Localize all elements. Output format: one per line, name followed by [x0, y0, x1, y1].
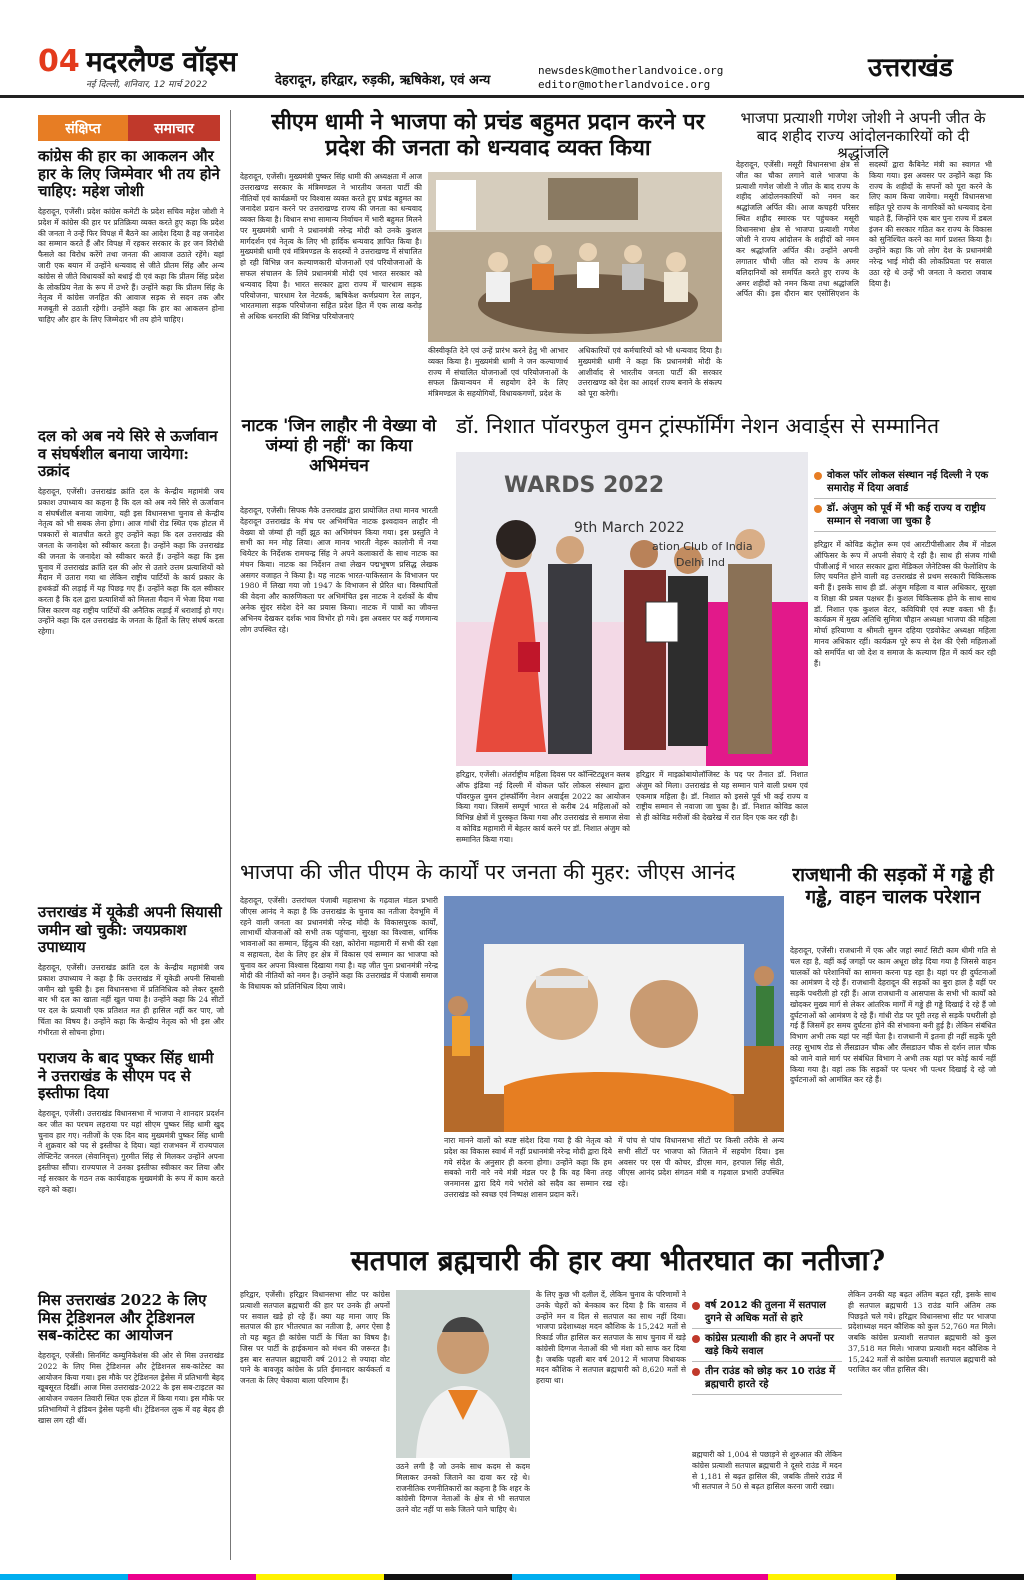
banner-date: 9th March 2022 [574, 520, 685, 536]
edition-cities: देहरादून, हरिद्वार, रुड़की, ऋषिकेश, एवं अन्य [275, 73, 491, 88]
roads-body: देहरादून, एजेंसी। राजधानी में एक और जहां स्मार्ट सिटी काम धीमी गति से चल रहा है, वहीं कई जगहों पर काम अधूरा छोड़ दिया गया है जिससे वाहन चालकों को परेशानियों का सामना करना पड़ रहा है। यहां पर ही दुर्घटनाओं का आमंत्रण दे रहे हैं। राजधानी देहरादून की सड़कों का बुरा हाल है वहीं पर सड़कें पथरीली हो रही हैं। आज राजधानी व आसपास के सभी भी कार्यों को खोदकर मुख्य मार्ग से लेकर आंतरिक मार्गों में गड्ढे ही गड्ढे दिखाई दे रहे हैं जो दुर्घटनाओं को आमंत्रण दे रहे हैं। गांधी रोड पर पूरी तरह से सड़कें पथरीली हो गई हैं जिसमें हर समय दुर्घटना होने की संभावना बनी हुई है। लेकिन संबंधित विभाग अभी तक यहां पर नहीं चेता है। राजधानी में इतना ही नहीं सड़कें पूरी तरह सुभाष रोड से लैंसडाउन चौक और लैंसडाउन चौक से दर्शन लाल चौक को जाने वाले मार्ग पर संबंधित विभाग ने अभी तक यहां पर कोई कार्य नहीं किया गया है। वहां तक कि सड़कों पर पत्थर भी पत्थर दिखाई दे रहे जो दुर्घटनाओं को आमंत्रित कर रहे हैं। [790, 946, 996, 1085]
brief-body: देहरादून, एजेंसी। उत्तराखंड क्रांति दल के केन्द्रीय महामंत्री जय प्रकाश उपाध्याय का कहना है कि दल को अब नये सिरे से ऊर्जावान व संघर्षशील बनाया जायेगा, यही इस विधानसभा चुनाव से केन्द्रीय नेतृत्व को भी सबक लेना होगा। आज गांधी रोड स्थित एक होटल में पत्रकारों से बातचीत करते हुए उन्होंने कहा कि दल उत्तराखंड की जनता के जनादेश को स्वीकार करता है। उन्होंने कहा कि उत्तराखंड की जनता के जनादेश को स्वीकार करते हैं। उन्होंने कहा कि इस चुनाव में उत्तराखंड क्रांति दल की ओर से उतारे उत्तम प्रत्याशियों को मैदान में उतारा गया था लेकिन राष्ट्रीय पार्टियों के कार्य प्रकार के हथकंडों की लड़ाई में यह पिछड़ गए हैं। उन्होंने कहा कि दल स्वीकार करता है कि दल द्वारा प्रत्याशियों को मिलता मैदान में भेजा दिया गया जिस कारण वह राष्ट्रीय पार्टियों की अनैतिक लड़ाई में धराशाई हो गए। उन्होंने कहा कि दल उत्तराखंड के जनता के हितों के लिए संघर्ष करता रहेगा। [38, 487, 224, 637]
award-caption-cont: हरिद्वार में माइक्रोबायोलॉजिस्ट के पद पर तैनात डॉ. निशात अंजुम को मिला। उत्तराखंड से यह सम्मान पाने वाली प्रथम एवं एकमात्र महिला है। डॉ. निशात को इससे पूर्व भी कई राज्य व राष्ट्रीय सम्मान से नवाजा जा चुका है। डॉ. निशात कोविड काल से ही कोविड मरीजों की देखरेख में रात दिन एक कर रही है। [636, 770, 808, 823]
award-body: हरिद्वार में कोविड कंट्रोल रूम एवं आरटीपीसीआर लैब में नोडल ऑफिसर के रूप में अपनी सेवाएं दे रही है। साथ ही संजय गांधी पीजीआई में भारत सरकार द्वारा मेडिकल जेनेटिक्स की फेलोशिप के लिए चयनित होने वाली वह उत्तराखंड से प्रथम सरकारी चिकित्सक बनी हैं। इसके साथ ही डॉ. अंजुम महिला व बाल अधिकार, सुरक्षा व शिक्षा की प्रबल पक्षधर हैं। कुशल चिकित्सक होने के साथ साथ डॉ. निशात एक कुशल वेटर, कवियित्री एवं स्पष्ट वक्ता भी हैं। कार्यक्रम में मुख्य अतिथि सुमित्रा चौहान अध्यक्षा भाजपा की महिला मोर्चा हरियाणा व श्रीमती सुमन दहिया एडवोकेट अध्यक्षा महिला मानव अधिकार रहीं। कार्यक्रम पूरे रूप से देश की ऐसी महिलाओं को समर्पित था जो देश व समाज के कल्याण हित में कार्य कर रही हैं। [814, 540, 996, 668]
award-highlights [814, 466, 996, 532]
brief-body: देहरादून, एजेंसी। प्रदेश कांग्रेस कमेटी के प्रदेश सचिव महेश जोशी ने प्रदेश में कांग्रेस की हार पर प्रतिक्रिया व्यक्त करते हुए कहा कि प्रदेश की जनता ने उन्हें फिर विपक्ष में बैठने का आदेश दिया है वह जनादेश का सम्मान करते हैं और विपक्ष में रहकर सरकार के हर जन विरोधी फैसले का विरोध करेंगे तथा जनता की आवाज उठाते रहेंगे। यहां जारी एक बयान में उन्होंने धन्यवाद से जीते प्रीतम सिंह और अन्य कांग्रेस से जीते विधायकों को बधाई दी एवं कहा कि प्रीतम सिंह प्रदेश के लोकप्रिय नेता के रूप में उभरे हैं। उन्होंने कहा कि प्रीतम सिंह के नेतृत्व में कांग्रेस जनहित की आवाज सड़क से सदन तक और मजबूती से उठाती रहेगी। उन्होंने कहा कि हार का आकलन होना चाहिए और हार के लिए जिम्मेदार भी तय होने चाहिए। [38, 207, 224, 324]
award-ceremony-photo [456, 452, 808, 766]
highlight-text: तीन राउंड को छोड़ कर 10 राउंड में ब्रह्मचारी हारते रहे [705, 1366, 836, 1390]
highlight-item [692, 1329, 842, 1362]
bullet-dot-icon [814, 472, 822, 480]
brief-headline: उत्तराखंड में यूकेडी अपनी सियासी जमीन खो चुकी: जयप्रकाश उपाध्याय [38, 903, 222, 957]
satpal-body-end: लेकिन उनकी यह बढ़त अंतिम बढ़त रही, इसके साथ ही सतपाल ब्रह्मचारी 13 राउंड यानि अंतिम तक पिछड़ते चले गये। हरिद्वार विधानसभा सीट पर भाजपा प्रदेशाध्यक्ष मदन कौशिक को कुल 52,760 मत मिले। जबकि कांग्रेस प्रत्याशी सतपाल ब्रह्मचारी को कुल 37,518 मत मिले। भाजपा प्रत्याशी मदन कौशिक ने 15,242 मतों से कांग्रेस प्रत्याशी सतपाल ब्रह्मचारी को पराजित कर जीत हासिल की। [848, 1290, 996, 1375]
highlight-text: वोकल फॉर लोकल संस्थान नई दिल्ली ने एक समारोह में दिया अवार्ड [827, 470, 989, 494]
brief-headline: मिस उत्तराखंड 2022 के लिए मिस ट्रेडिशनल और ट्रेडिशनल सब-कांटेस्ट का आयोजन [38, 1291, 207, 1345]
banner-delhi: Delhi Ind [676, 556, 726, 569]
highlight-item [692, 1296, 842, 1329]
highlight-text: वर्ष 2012 की तुलना में सतपाल दुगने से अधिक मतों से हारे [705, 1300, 826, 1324]
highlight-text: कांग्रेस प्रत्याशी की हार ने अपनों पर खड़े किये सवाल [705, 1333, 834, 1357]
rally-photo [444, 896, 784, 1132]
brief-story-5 [38, 1292, 224, 1541]
satpal-caption: उठने लगी है जो उनके साथ कदम से कदम मिलाकर उनको जिताने का दावा कर रहे थे। राजनीतिक रणनीतिकारों का कहना है कि शहर के कांग्रेसी दिग्गज नेताओं के क्षेत्र से भी सतपाल उतने वोट नहीं पा सके जितने पाने चाहिए थे। [396, 1462, 530, 1515]
highlight-item [692, 1362, 842, 1395]
brief-headline: पराजय के बाद पुष्कर सिंह धामी ने उत्तराखंड के सीएम पद से इस्तीफा दिया [38, 1049, 214, 1103]
satpal-portrait [396, 1290, 530, 1458]
satpal-headline: सतपाल ब्रह्मचारी की हार क्या भीतरघात का नतीजा? [350, 1244, 886, 1277]
brief-kicker [38, 115, 220, 141]
rally-image [444, 896, 784, 1132]
bullet-dot-icon [692, 1335, 700, 1343]
bullet-dot-icon [692, 1302, 700, 1310]
lead-caption-cont: अधिकारियों एवं कर्मचारियों को भी धन्यवाद दिया है। मुख्यमंत्री धामी ने कहा कि प्रधानमंत्री मोदी के आशीर्वाद से भारतीय जनता पार्टी की सरकार उत्तराखण्ड को देश का आदर्श राज्य बनाने के संकल्प को पूरा करेगी। [578, 346, 722, 399]
bullet-dot-icon [814, 505, 822, 513]
bullet-dot-icon [692, 1368, 700, 1376]
lead-caption: कीस्वीकृति देने एवं उन्हें प्रारंभ करने हेतु भी आभार व्यक्त किया है। मुख्यमंत्री धामी ने जन कल्याणार्थ राज्य में संचालित योजनाओं एवं परियोजनाओं के सफल क्रियान्वयन में सहयोग देने के लिए मंत्रिमण्डल के सहयोगियों, विधायकगणों, प्रदेश के [428, 346, 568, 399]
satpal-highlights [692, 1296, 842, 1395]
cabinet-meeting-photo [428, 172, 722, 342]
brief-story-3 [38, 904, 224, 1063]
natak-headline: नाटक 'जिन लाहौर नी वेख्या वो जंम्यां ही नहीं' का किया अभिमंचन [241, 416, 437, 477]
section-title: उत्तराखंड [868, 53, 953, 83]
cabinet-meeting-image [428, 172, 722, 342]
kicker-news: समाचार [128, 115, 220, 141]
highlight-item [814, 466, 996, 499]
satpal-caption-cont: ब्रह्मचारी को 1,004 से पछाड़ने से शुरुआत की लेकिन कांग्रेस प्रत्याशी सतपाल ब्रह्मचारी ने दूसरे राउंड में मदन से 1,181 से बढ़त हासिल की, जबकि तीसरे राउंड में भी सतपाल ने 50 से बढ़त हासिल करना जारी रखा। [692, 1450, 842, 1492]
satpal-body: हरिद्वार, एजेंसी। हरिद्वार विधानसभा सीट पर कांग्रेस प्रत्याशी सतपाल ब्रह्मचारी की हार पर उनके ही अपनों पर सवाल खड़े हो रहे हैं। क्या यह माना जाए कि सतपाल की हार भीतरघात का नतीजा है, अगर ऐसा है तो यह बहुत ही कांग्रेस पार्टी के चिंता का विषय है। जिस पर पार्टी के हाईकमान को मंथन की जरूरत है। इस बार सतपाल ब्रह्मचारी वर्ष 2012 से ज्यादा वोट पाने के बावजूद कांग्रेस के प्रति ईमानदार कार्यकर्ता व जनता के लिए चेकावा बाला परिणाम हैं। [240, 1290, 390, 1386]
brief-headline: दल को अब नये सिरे से ऊर्जावान व संघर्षशील बनाया जायेगा: उक्रांद [38, 427, 218, 481]
jeet-caption-cont: में पांच से पांच विधानसभा सीटों पर किसी तरीके से अन्य सभी सीटों पर भाजपा को जिताने में सहयोग दिया। इस अवसर पर एस पी कोचर, डीएस मान, हरपाल सिंह सेठी, जीएस आनंद प्रदेश संगठन मंत्री व गढ़वाल प्रभारी उपस्थित रहे। [618, 1136, 784, 1189]
page-number: 04 [38, 44, 80, 79]
jeet-headline: भाजपा की जीत पीएम के कार्यों पर जनता की मुहर: जीएस आनंद [240, 860, 736, 884]
joshi-headline: भाजपा प्रत्याशी गणेश जोशी ने अपनी जीत के बाद शहीद राज्य आंदोलनकारियों को दी श्रद्धांजलि [740, 109, 986, 163]
highlight-text: डॉ. अंजुम को पूर्व में भी कई राज्य व राष्ट्रीय सम्मान से नवाजा जा चुका है [827, 503, 986, 527]
dateline: नई दिल्ली, शनिवार, 12 मार्च 2022 [86, 80, 208, 90]
brief-story-2 [38, 428, 224, 899]
editor-email[interactable]: editor@motherlandvoice.org [538, 78, 711, 91]
masthead [0, 0, 1024, 98]
satpal-photo [396, 1290, 530, 1458]
brief-body: देहरादून, एजेंसी। उत्तराखंड विधानसभा में भाजपा ने शानदार प्रदर्शन कर जीत का परचम लहराया पर यहां सीएम पुष्कर सिंह धामी खुद चुनाव हार गए। नतीजों के एक दिन बाद मुख्यमंत्री पुष्कर सिंह धामी ने शुक्रवार को पद से इस्तीफा दे दिया। यहां राजभवन में राज्यपाल लेफ्टिनेंट जनरल (सेवानिवृत्त) गुरमीत सिंह से मिलकर उन्होंने अपना इस्तीफा सौंपा। राज्यपाल ने उनका इस्तीफा स्वीकार कर लिया और नई सरकार के गठन तक कार्यवाहक मुख्यमंत्री के रूप में काम करते रहने को कहा। [38, 1109, 224, 1194]
award-headline: डॉ. निशात पॉवरफुल वुमन ट्रांस्फॉर्मिंग नेशन अवार्ड्स से सम्मानित [456, 414, 940, 438]
award-ceremony-image [456, 452, 808, 766]
highlight-item [814, 499, 996, 532]
column-divider [230, 110, 231, 1560]
newsdesk-email[interactable]: newsdesk@motherlandvoice.org [538, 64, 724, 77]
roads-headline: राजधानी की सड़कों में गड्ढे ही गड्ढे, वाहन चालक परेशान [792, 864, 994, 909]
newspaper-title: मदरलैण्ड वॉइस [86, 45, 237, 78]
brief-story-1 [38, 148, 224, 435]
lead-body: देहरादून, एजेंसी। मुख्यमंत्री पुष्कर सिंह धामी की अध्यक्षता में आज उत्तराखण्ड सरकार के मंत्रिमण्डल ने भारतीय जनता पार्टी की नीतियों एवं कार्यक्रमों पर विश्वास व्यक्त करते हुए प्रचंड बहुमत का जनादेश प्रदान करने पर उत्तराखण्ड राज्य की जनता का धन्यवाद व्यक्त किया है। विधान सभा सामान्य निर्वाचन में भारी बहुमत मिलने पर मुख्यमंत्री धामी ने प्रधानमंत्री नरेन्द्र मोदी को उनके कुशल मार्गदर्शन एवं नेतृत्व के लिए भी हार्दिक धन्यवाद ज्ञापित किया है। मुख्यमंत्री धामी एवं मंत्रिमण्डल के सदस्यों ने उत्तराखण्ड में संचालित हो रही विभिन्न जन कल्याणकारी योजनाओं एवं परियोजनाओं के सफल संचालन के लिये प्रधानमंत्री मोदी एवं भारत सरकार को धन्यवाद दिया है। भारत सरकार द्वारा राज्य में चारधाम सड़क परियोजना, चारधाम रेल नेटवर्क, ऋषिकेश कर्णप्रयाग रेल लाइन, भारतमाला सड़क परियोजना सहित प्रदेश हित में एक लाख करोड़ से अधिक धनराशि की विभिन्न परियोजनाएं [240, 172, 422, 322]
brief-headline: कांग्रेस की हार का आकलन और हार के लिए जिम्मेवार भी तय होने चाहिए: महेश जोशी [38, 147, 220, 201]
natak-body: देहरादून, एजेंसी। सिपक मैके उत्तराखंड द्वारा प्रायोजित तथा मानव भारती देहरादून उत्तराखंड के मंच पर अभिमंचित नाटक इश्वदावन लाहौर नी वेख्या वो जंम्यां ही नहीं झूठ का अभिमंचन किया गया। इस प्रस्तुति ने सभी का मन मोह लिया। आज मानव भारती नेहरू कालोनी में नया थियेटर के निर्देशक रामचन्द्र सिंह ने अपने कलाकारों के साथ नाटक का मंचन किया। नाटक का निर्देशन तथा लेखन पद्मभूषण प्रसिद्ध लेखक असगर वजाहत ने किया है। यह नाटक भारत-पाकिस्तान के विभाजन पर 1980 में लिखा गया जो 1947 के विभाजन से प्रेरित था। विस्थापितों की वेदना और कारुणिकता पर अभिमंचित इस नाटक ने दर्शकों के बीच अनेक सुंदर संदेश देने का प्रयास किया। नाटक में पात्रों का जीवन्त अभिनय देखकर दर्शक भाव विभोर हो गये। इस अवसर पर कई गणमान्य लोग उपस्थित रहे। [240, 506, 438, 634]
brief-story-4 [38, 1050, 224, 1321]
satpal-body-cont: के लिए कुछ भी दलील दें, लेकिन चुनाव के परिणामों ने उनके चेहरों को बेनकाब कर दिया है कि वास्तव में उन्होंने मन व दिल से सतपाल का साथ नहीं दिया। भाजपा प्रदेशाध्यक्ष मदन कौशिक के 15,242 मतों से रिकार्ड जीत हासिल कर सतपाल के साथ चुनाव में खड़े कांग्रेसी दिग्गज नेताओं की भी मंशा को साफ कर दिया है। जबकि पहली बार वर्ष 2012 में भाजपा विधायक मदन कौशिक ने सतपाल ब्रह्मचारी को 8,620 मतों से हराया था। [536, 1290, 686, 1386]
jeet-body: देहरादून, एजेंसी। उत्तरांचल पंजाबी महासभा के गढ़वाल मंडल प्रभारी जीएस आनंद ने कहा है कि उत्तराखंड के चुनाव का नतीजा देवभूमि में रहने वाली जनता का प्रधानमंत्री नरेन्द्र मोदी के विकासपुरक कार्यों, लाभार्थी योजनाओं को सभी तक पहुंचाना, सुरक्षा का विश्वास, धार्मिक भावनाओं का सम्मान, हिंदुत्व की रक्षा, कोरोना महामारी में सभी की रक्षा व सहायता, देश के लिए हर क्षेत्र में विकास एवं सम्मान का भाजपा को चुनाव कर अपना विश्वास दिखाया गया है। यह जीत पुनः प्रधानमंत्री नरेन्द्र मोदी की नीतियों को नमन है। उन्होंने कहा कि उत्तराखंड में पंजाबी समाज के विधायक को प्रतिनिधित्व दिया जाये। [240, 896, 438, 992]
banner-club: ation Club of India [652, 540, 753, 553]
award-caption: हरिद्वार, एजेंसी। अंतर्राष्ट्रीय महिला दिवस पर कॉन्स्टिट्यूशन क्लब ऑफ इंडिया नई दिल्ली में वोकल फॉर लोकल संस्थान द्वारा पॉवरफुल वुमन ट्रांस्फॉर्मिंग नेशन अवार्ड्स 2022 का आयोजन किया गया। जिसमें सम्पूर्ण भारत से करीब 24 महिलाओं को विभिन्न क्षेत्रों में पुरस्कृत किया गया और उत्तराखंड से समाज सेवा व कोविड महामारी में बेहतर कार्य करने पर डॉ. निशात अंजुम को सम्मानित किया गया। [456, 770, 630, 844]
jeet-caption: नारा मानने वालों को स्पष्ट संदेश दिया गया है की नेतृत्व को प्रदेश का विकास स्वार्थ में नहीं प्रधानमंत्री नरेन्द्र मोदी द्वारा दिये गये संदेश के अनुसार ही करना होगा। उन्होंने कहा कि हम सबको नारी नारे नये मंत्री मंडल पर है कि वह बिना तरह जनमानस द्वारा दिये गये भरोसे को सदैव का सम्मान रख उत्तराखंड को स्वच्छ एवं निष्पक्ष शासन प्रदान करें। [444, 1136, 612, 1199]
brief-body: देहरादून, एजेंसी। सिनमिंट कम्युनिकेशंस की ओर से मिस उत्तराखंड 2022 के लिए मिस ट्रेडिशनल और ट्रेडिशनल सब-कांटेस्ट का आयोजन किया गया। इस मौके पर ट्रेडिशनल ड्रेसेस में प्रतिभागी बेहद खूबसूरत दिखीं। आज मिस उत्तराखंड-2022 के इस सब-टाइटल का आयोजन ज्वलन तिवारी स्थित एक होटल में किया गया। इस मौके पर प्रतिभागियों ने इंडियन ड्रेसेस पहनी थी। ट्रेडिशनल लुक में वह बेहद ही खास लग रही थीं। [38, 1351, 224, 1425]
joshi-body: देहरादून, एजेंसी। मसूरी विधानसभा क्षेत्र से जीत का चौका लगाने वाले भाजपा के प्रत्याशी गणेश जोशी ने जीत के बाद राज्य के शहीद आंदोलनकारियों को नमन कर श्रद्धांजलि अर्पित की। आज कचहरी परिसर स्थित शहीद स्मारक पर पहुंचकर मसूरी विधानसभा क्षेत्र से भाजपा प्रत्याशी गणेश जोशी ने राज्य आंदोलन के शहीदों को नमन कर श्रद्धांजलि अर्पित की। उन्होंने अपनी लगातार चौथी जीत को राज्य के अमर बलिदानियों को समर्पित करते हुए राज्य के अमर शहीदों को नमन किया तथा श्रद्धांजलि अर्पित की। इस दौरान बार एसोसिएशन के सदस्यों द्वारा कैबिनेट मंत्री का स्वागत भी किया गया। इस अवसर पर उन्होंने कहा कि राज्य के शहीदों के सपनों को पूरा करने के लिए काम किया जायेगा। मसूरी विधानसभा सहित पूरे राज्य के नागरिकों को धन्यवाद देना चाहते हैं, जिन्होंने एक बार पुनः राज्य में डबल इंजन की सरकार गठित कर राज्य के विकास को सुनिश्चित करने का मार्ग प्रशस्त किया है। उन्होंने कहा कि जो लोग देश के प्रधानमंत्री नरेन्द्र भाई मोदी की लोकप्रियता पर सवाल उठा रहे थे उन्हें भी जनता ने करारा जवाब दिया है। [736, 160, 992, 299]
banner-wards: WARDS 2022 [504, 473, 665, 498]
brief-body: देहरादून, एजेंसी। उत्तराखंड क्रांति दल के केन्द्रीय महामंत्री जय प्रकाश उपाध्याय ने कहा है कि उत्तराखंड में यूकेडी अपनी सियासी जमीन खो चुकी है। इस विधानसभा में प्रतिनिधित्व को लेकर दूसरी बार भी दल का खाता नहीं खुल पाया है। उन्होंने कहा कि 24 सीटों पर दल के प्रत्याशी एक प्रतिशत मत ही हासिल नहीं कर पाए, जो चिंता का विषय है। उन्होंने कहा कि केन्द्रीय नेतृत्व को भी इस और गंभीरता से सोचना होगा। [38, 963, 224, 1037]
kicker-brief: संक्षिप्त [38, 115, 128, 141]
lead-headline: सीएम धामी ने भाजपा को प्रचंड बहुमत प्रदान करने पर प्रदेश की जनता को धन्यवाद व्यक्त किया [271, 109, 705, 161]
print-color-bar [0, 1574, 1024, 1580]
